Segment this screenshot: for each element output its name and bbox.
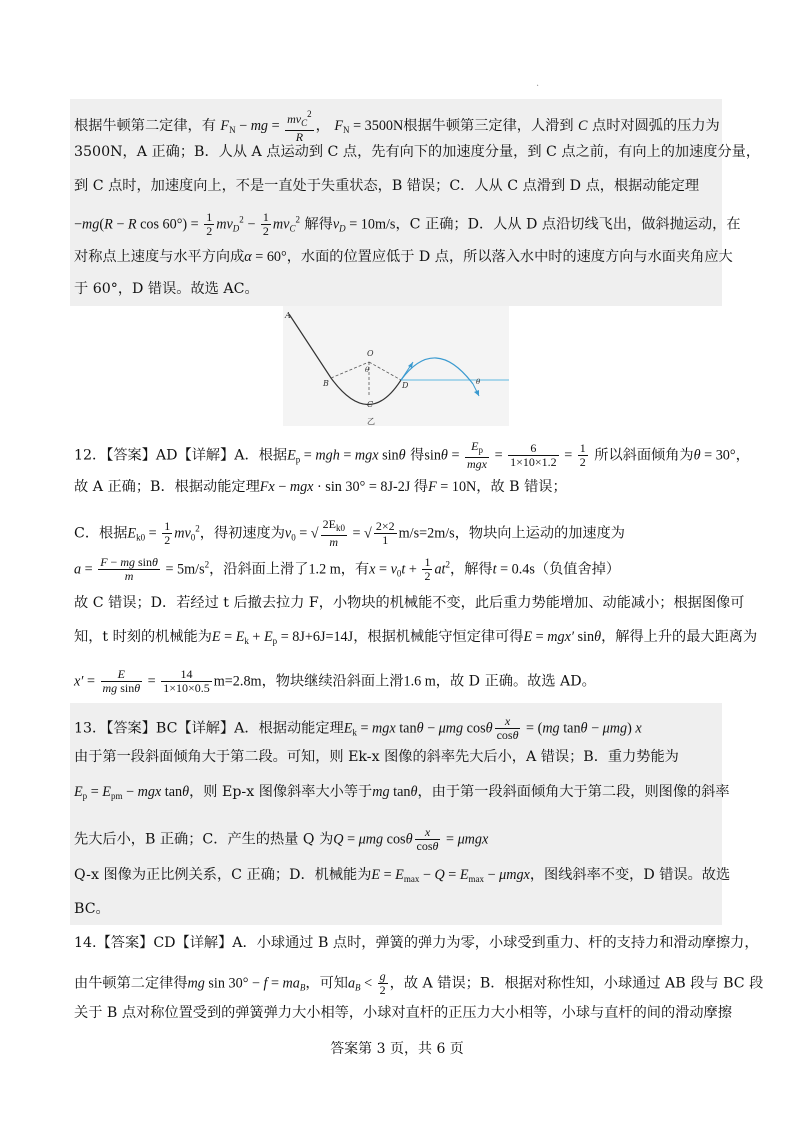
- q14-line-3: 关于 B 点对称位置受到的弹簧弹力大小相等，小球对直杆的正压力大小相等，小球与直杆的间的滑动摩擦: [74, 1005, 732, 1021]
- q12-line-3: C．根据$E_{k0}$ = $\frac{1}{2}$ $mv_0^2$，得初速度为$v_0$ = √ $\frac{2E_{k0}}{m}$ = √ $\frac{2\times 2}{1}$ m/s=2m/s，物块向上运动的加速度为: [74, 517, 625, 549]
- q11-block: [70, 99, 761, 306]
- track-diagram: [283, 306, 509, 426]
- diagram-figure: [283, 306, 509, 426]
- label-right: θ: [476, 378, 481, 386]
- q12-line-1: 12．【答案】AD【详解】A．根据$E_p$ = mgh = mgx sinθ 得sinθ = $\frac{E_p}{\text{mgx}}$ = $\frac{6}{1\times 10\times 1.2}$ = $\frac{1}{2}$ 所以斜面倾角为θ = 30°，: [74, 439, 750, 471]
- label-d: D: [402, 381, 409, 390]
- label-o: O: [367, 349, 374, 358]
- q11-line-2: 3500N，A 正确；B．人从 A 点运动到 C 点，先有向下的加速度分量，到 C 点之前，有向上的加速度分量，: [74, 144, 761, 160]
- page-footer: 答案第 3 页，共 6 页: [330, 1041, 464, 1057]
- q14-line-1: 14.【答案】CD【详解】A．小球通过 B 点时，弹簧的弹力为零，小球受到重力、杆的支持力和滑动摩擦力，: [74, 935, 759, 951]
- q11-line-6: 于 60°，D 错误。故选 AC。: [74, 281, 259, 297]
- q13-block: [70, 703, 731, 925]
- q14-line-2: 由牛顿第二定律得mg $\sin 30^\circ - f = ma_B$，可知$a_B$ < $\frac{g}{2}$ ，故 A 错误；B．根据对称性知，小球通过 AB 段与 BC 段: [74, 969, 764, 997]
- q13-line-1: 13．【答案】BC【详解】A．根据动能定理$E_k$ = mgx tanθ − μmg cosθ $\frac{x}{\cos\theta}$ = (mg tanθ − μmg) x: [74, 714, 642, 742]
- q13-line-5: Q-x 图像为正比例关系，C 正确；D．机械能为$E = E_{max} - Q = E_{max} - \mu mgx$，图线斜率不变，D 错误。故选: [74, 867, 731, 884]
- q11-line-1: 根据牛顿第二定律，有 $F_N$ − mg = $\frac{mv_C^2}{R}$ ， $F_N = 3500N$根据牛顿第三定律，人滑到 C 点时对圆弧的压力为: [74, 109, 720, 144]
- label-c: C: [367, 400, 374, 409]
- q14-block: [70, 930, 764, 1030]
- q12-line-2: 故 A 正确；B．根据动能定理Fx − mgx · sin 30° = 8J-2J 得F = 10N，故 B 错误；: [74, 479, 567, 495]
- q12-line-4: a = $\frac{\text{F − mg sinθ}}{m}$ = $5m/s^2$，沿斜面上滑了1.2 m，有$x = v_0t$ + $\frac{1}{2}$ $at^2$，解得t = 0.4s（负值舍掉）: [74, 555, 621, 583]
- q13-line-2: 由于第一段斜面倾角大于第二段。可知，则 Ek-x 图像的斜率先大后小，A 错误；B．重力势能为: [74, 749, 679, 765]
- label-theta: θ: [365, 366, 370, 374]
- q12-block: [70, 436, 758, 696]
- q13-line-6: BC。: [74, 901, 110, 917]
- label-b: B: [323, 379, 329, 388]
- label-bottom: 乙: [367, 417, 375, 426]
- q13-line-4: 先大后小，B 正确；C．产生的热量 Q 为Q = μmg cosθ $\frac{x}{\cos\theta}$ = μmgx: [74, 825, 489, 853]
- q12-line-6: 知，t 时刻的机械能为$E = E_k + E_p = 8J+6J=14J$，根据机械能守恒定律可得E = mgx′ sinθ，解得上升的最大距离为: [74, 629, 758, 646]
- top-mark: .: [536, 78, 540, 89]
- q11-line-3: 到 C 点时，加速度向上，不是一直处于失重状态，B 错误；C．人从 C 点滑到 D 点，根据动能定理: [74, 178, 700, 194]
- label-a: A: [285, 311, 291, 320]
- q11-line-5: 对称点上速度与水平方向成α = 60°，水面的位置应低于 D 点，所以落入水中时的速度方向与水面夹角应大: [74, 249, 733, 265]
- q12-line-5: 故 C 错误；D．若经过 t 后撤去拉力 F，小物块的机械能不变，此后重力势能增加、动能减小；根据图像可: [74, 595, 745, 611]
- q13-line-3: $E_p = E_{pm}$ − mgx tanθ，则 Ep-x 图像斜率大小等于mg tanθ，由于第一段斜面倾角大于第二段，则图像的斜率: [74, 784, 730, 801]
- q12-line-7: x′ = $\frac{E}{\text{mg sinθ}}$ = $\frac{14}{1\times 10\times 0.5}$ m=2.8m，物块继续沿斜面上滑1.6 m，故 D 正确。故选 AD。: [74, 667, 596, 695]
- q11-line-4: −mg(R − R cos 60°) = $\frac{1}{2}$ $mv_D^2$ − $\frac{1}{2}$ $mv_C^2$ 解得$v_D = 10m/s$，C 正确；D．人从 D 点沿切线飞出，做斜抛运动，在: [74, 210, 741, 238]
